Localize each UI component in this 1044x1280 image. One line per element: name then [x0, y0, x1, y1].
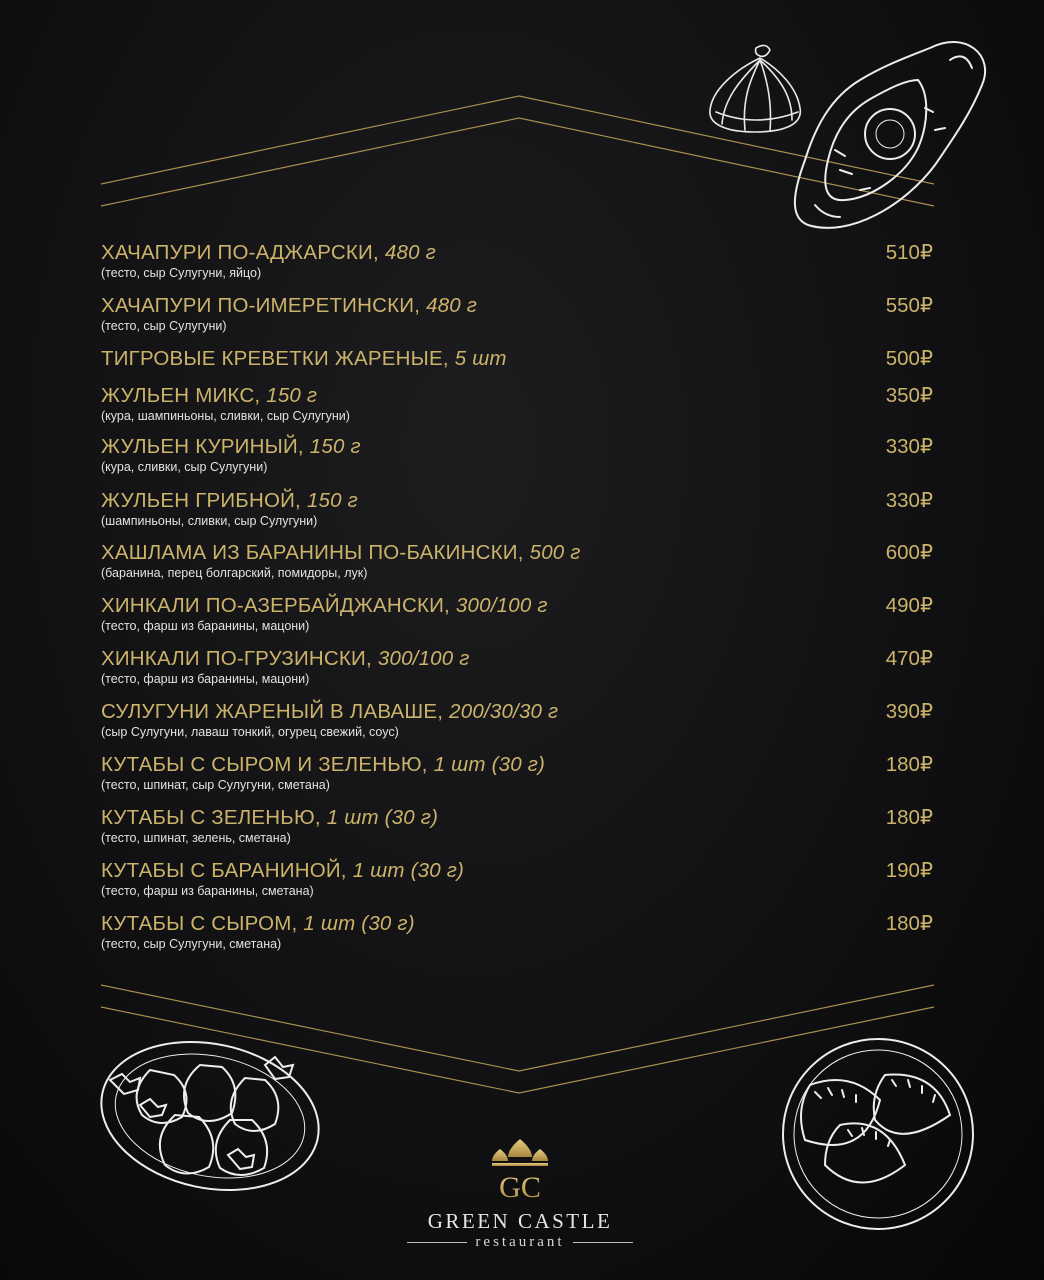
menu-item-title: [101, 806, 438, 830]
menu-item-name: ЖУЛЬЕН МИКС,: [101, 384, 261, 407]
menu-item-price: 180₽: [885, 912, 933, 935]
menu-item-title: [101, 594, 548, 618]
menu-item: [101, 346, 933, 371]
brand-name: GREEN CASTLE: [427, 1209, 613, 1233]
menu-item-title: [101, 435, 361, 459]
menu-item-portion: 480 г: [426, 294, 478, 317]
menu-item-portion: 150 г: [266, 384, 318, 407]
menu-item-price: 180₽: [885, 806, 933, 829]
menu-item: [101, 752, 933, 793]
menu-item-description: (тесто, шпинат, сыр Сулугуни, сметана): [101, 778, 330, 792]
menu-item-line: [101, 805, 933, 830]
menu-item-name: ЖУЛЬЕН КУРИНЫЙ,: [101, 435, 304, 458]
menu-item-portion: 480 г: [384, 241, 436, 264]
menu-item-price: 190₽: [885, 859, 933, 882]
divider-rule: [407, 1242, 467, 1243]
menu-item-portion: 1 шт (30 г): [433, 753, 546, 776]
menu-item-line: [101, 293, 933, 318]
menu-item-line: [101, 593, 933, 618]
menu-item-description: (тесто, фарш из баранины, мацони): [101, 672, 310, 686]
menu-item-title: [101, 241, 436, 265]
menu-item: [101, 293, 933, 334]
menu-item-title: [101, 541, 581, 565]
menu-item-description: (тесто, сыр Сулугуни, яйцо): [101, 266, 262, 280]
menu-item-name: ТИГРОВЫЕ КРЕВЕТКИ ЖАРЕНЫЕ,: [101, 347, 449, 370]
menu-item-title: [101, 347, 507, 371]
menu-item-portion: 150 г: [309, 435, 361, 458]
menu-item-description: (кура, шампиньоны, сливки, сыр Сулугуни): [101, 409, 350, 423]
menu-item: [101, 911, 933, 952]
menu-item-title: [101, 859, 464, 883]
menu-item: [101, 858, 933, 899]
menu-item-name: СУЛУГУНИ ЖАРЕНЫЙ В ЛАВАШЕ,: [101, 700, 444, 723]
menu-item-portion: 1 шт (30 г): [326, 806, 439, 829]
menu-item-description: (тесто, фарш из баранины, сметана): [101, 884, 314, 898]
menu-item-price: 390₽: [885, 700, 933, 723]
menu-item-name: КУТАБЫ С ЗЕЛЕНЬЮ,: [101, 806, 321, 829]
menu-item: [101, 646, 933, 687]
menu-item: [101, 383, 933, 424]
brand-subtitle: restaurant: [475, 1234, 565, 1250]
menu-item-description: (тесто, сыр Сулугуни, сметана): [101, 937, 282, 951]
menu-item-line: [101, 383, 933, 408]
menu-item-title: [101, 753, 545, 777]
castle-logo-icon: [490, 1135, 550, 1205]
menu-item-name: ХАШЛАМА ИЗ БАРАНИНЫ ПО-БАКИНСКИ,: [101, 541, 524, 564]
menu-item-description: (сыр Сулугуни, лаваш тонкий, огурец свежий, соус): [101, 725, 399, 739]
menu-item-name: ЖУЛЬЕН ГРИБНОЙ,: [101, 489, 301, 512]
menu-item-description: (тесто, фарш из баранины, мацони): [101, 619, 310, 633]
menu-item-description: (тесто, сыр Сулугуни): [101, 319, 227, 333]
menu-item-name: КУТАБЫ С СЫРОМ,: [101, 912, 298, 935]
menu-item-price: 490₽: [885, 594, 933, 617]
menu-item-name: ХИНКАЛИ ПО-АЗЕРБАЙДЖАНСКИ,: [101, 594, 450, 617]
menu-item-name: ХИНКАЛИ ПО-ГРУЗИНСКИ,: [101, 647, 372, 670]
menu-item-price: 330₽: [885, 435, 933, 458]
menu-item-line: [101, 911, 933, 936]
divider-rule: [573, 1242, 633, 1243]
menu-item-name: ХАЧАПУРИ ПО-ИМЕРЕТИНСКИ,: [101, 294, 421, 317]
menu-item-price: 330₽: [885, 489, 933, 512]
menu-item-price: 180₽: [885, 753, 933, 776]
menu-item-line: [101, 488, 933, 513]
menu-item: [101, 805, 933, 846]
menu-item-title: [101, 912, 415, 936]
menu-item-line: [101, 646, 933, 671]
menu-item-title: [101, 489, 358, 513]
menu-item-name: КУТАБЫ С БАРАНИНОЙ,: [101, 859, 347, 882]
brand-subtitle-row: [390, 1234, 650, 1251]
menu-item-line: [101, 699, 933, 724]
menu-item-portion: 1 шт (30 г): [352, 859, 465, 882]
menu-item: [101, 488, 933, 529]
menu-item: [101, 593, 933, 634]
menu-item: [101, 240, 933, 281]
svg-text:GC: GC: [499, 1171, 541, 1204]
menu-item: [101, 434, 933, 475]
menu-item-line: [101, 858, 933, 883]
menu-item-description: (баранина, перец болгарский, помидоры, лук): [101, 566, 368, 580]
menu-item-description: (кура, сливки, сыр Сулугуни): [101, 460, 268, 474]
menu-item-line: [101, 346, 933, 371]
menu-item-portion: 500 г: [529, 541, 581, 564]
brand-logo: [390, 1135, 650, 1251]
menu-item-portion: 300/100 г: [377, 647, 470, 670]
menu-item-line: [101, 752, 933, 777]
menu-item-name: ХАЧАПУРИ ПО-АДЖАРСКИ,: [101, 241, 379, 264]
menu-item-title: [101, 384, 317, 408]
menu-item-title: [101, 294, 477, 318]
menu-item: [101, 699, 933, 740]
menu-item-portion: 150 г: [306, 489, 358, 512]
menu-item-price: 550₽: [885, 294, 933, 317]
menu-item-line: [101, 240, 933, 265]
menu-item-title: [101, 647, 470, 671]
menu-item-portion: 5 шт: [454, 347, 507, 370]
menu-item-line: [101, 540, 933, 565]
menu-item-price: 500₽: [885, 347, 933, 370]
menu-item-description: (шампиньоны, сливки, сыр Сулугуни): [101, 514, 318, 528]
menu-item-price: 600₽: [885, 541, 933, 564]
menu-item-name: КУТАБЫ С СЫРОМ И ЗЕЛЕНЬЮ,: [101, 753, 428, 776]
menu-item-portion: 300/100 г: [455, 594, 548, 617]
menu-item-price: 470₽: [885, 647, 933, 670]
menu-item: [101, 540, 933, 581]
menu-item-price: 510₽: [885, 241, 933, 264]
menu-item-title: [101, 700, 558, 724]
menu-item-portion: 1 шт (30 г): [303, 912, 415, 935]
menu-item-line: [101, 434, 933, 459]
menu-item-portion: 200/30/30 г: [449, 700, 559, 723]
menu-item-price: 350₽: [885, 384, 933, 407]
menu-item-description: (тесто, шпинат, зелень, сметана): [101, 831, 291, 845]
